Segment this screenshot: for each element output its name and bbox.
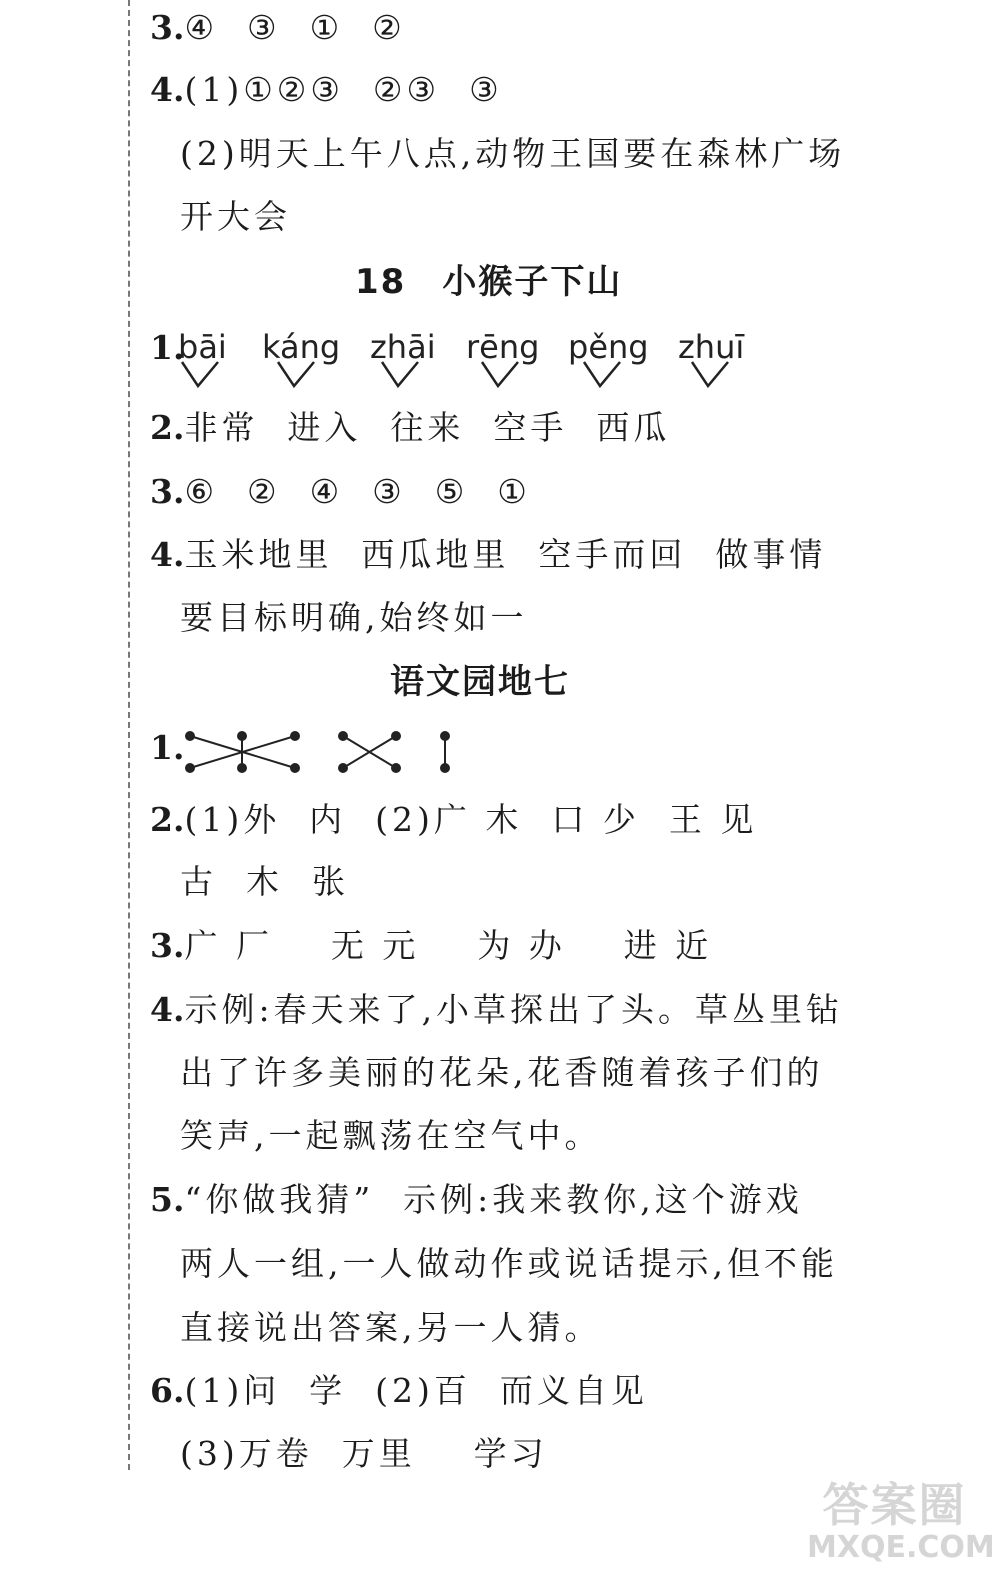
garden-7-answer-5: 5.“你做我猜” 示例:我来教你,这个游戏 [150, 1180, 803, 1219]
garden-7-answer-6-continued: (3)万卷 万里 学习 [180, 1434, 548, 1473]
garden-7-q1-number: 1. [150, 728, 185, 767]
answer-4: 4.(1)①②③ ②③ ③ [150, 70, 503, 109]
check-mark-icon [380, 360, 420, 388]
matching-lines-diagram [180, 726, 470, 776]
answer-4-2-continued: 开大会 [180, 197, 291, 236]
garden-7-title: 语文园地七 [390, 662, 570, 702]
lesson-18-answer-2: 2.非常 进入 往来 空手 西瓜 [150, 408, 671, 447]
lesson-18-answer-4: 4.玉米地里 西瓜地里 空手而回 做事情 [150, 535, 827, 574]
garden-7-answer-5-line-2: 两人一组,一人做动作或说话提示,但不能 [180, 1244, 838, 1283]
answer-3: 3.④ ③ ① ② [150, 8, 406, 47]
watermark-logo [807, 1478, 995, 1565]
garden-7-answer-4-line-2: 出了许多美丽的花朵,花香随着孩子们的 [180, 1053, 824, 1092]
check-mark-icon [276, 360, 316, 388]
garden-7-answer-4: 4.示例:春天来了,小草探出了头。草丛里钻 [150, 990, 844, 1029]
garden-7-answer-2-continued: 古 木 张 [180, 862, 349, 901]
garden-7-answer-6: 6.(1)问 学 (2)百 而义自见 [150, 1371, 648, 1410]
garden-7-answer-3: 3.广 厂 无 元 为 办 进 近 [150, 926, 713, 965]
check-mark-icon [480, 360, 520, 388]
binding-dashed-line [128, 0, 130, 1470]
pinyin-3: zhāi [370, 328, 436, 366]
lesson-18-q1-number: 1. [150, 328, 185, 367]
pinyin-2: káng [262, 328, 341, 366]
pinyin-1: bāi [178, 328, 227, 366]
garden-7-answer-5-line-3: 直接说出答案,另一人猜。 [180, 1308, 602, 1347]
check-mark-icon [582, 360, 622, 388]
lesson-18-answer-4-continued: 要目标明确,始终如一 [180, 598, 528, 637]
garden-7-answer-2: 2.(1)外 内 (2)广 木 口 少 王 见 [150, 800, 758, 839]
check-mark-icon [690, 360, 730, 388]
garden-7-answer-4-line-3: 笑声,一起飘荡在空气中。 [180, 1116, 602, 1155]
check-mark-icon [180, 360, 220, 388]
lesson-18-answer-3: 3.⑥ ② ④ ③ ⑤ ① [150, 472, 531, 511]
watermark-title: 答案圈 [822, 1478, 967, 1532]
answer-4-2: (2)明天上午八点,动物王国要在森林广场 [180, 134, 846, 173]
pinyin-6: zhuī [678, 328, 745, 366]
watermark-url: MXQE.COM [807, 1530, 995, 1565]
pinyin-4: rēng [466, 328, 540, 366]
lesson-18-title: 18 小猴子下山 [355, 262, 623, 302]
pinyin-5: pěng [568, 328, 649, 366]
